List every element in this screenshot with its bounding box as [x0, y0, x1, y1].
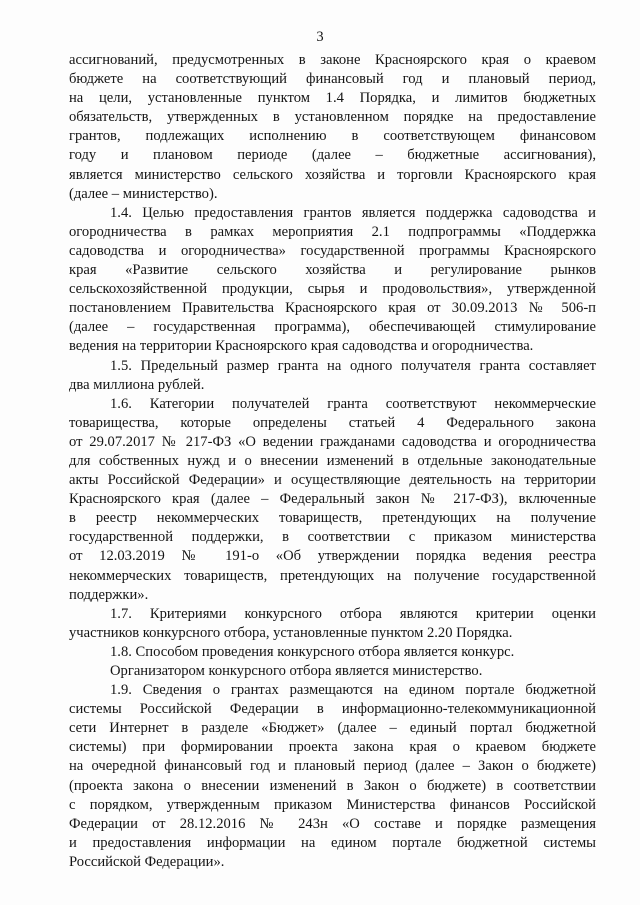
text-line: 1.9. Сведения о грантах размещаются на едином портале бюджетной	[110, 682, 596, 699]
text-line: сельскохозяйственной продукции, сырья и продовольствия», утвержденной	[69, 281, 596, 298]
text-line: обязательств, утвержденных в установленном порядке на предоставление	[69, 109, 596, 126]
text-line: 1.7. Критериями конкурсного отбора являются критерии оценки	[110, 605, 596, 622]
text-line: бюджете на соответствующий финансовый год и плановый период,	[69, 71, 596, 88]
text-line: для собственных нужд и о внесении изменений в отдельные законодательные	[69, 452, 596, 469]
text-line: два миллиона рублей.	[69, 376, 205, 393]
text-line: садоводства и огородничества» государственной программы Красноярского	[69, 242, 596, 259]
text-line: Российской Федерации».	[69, 853, 225, 870]
text-line: акты Российской Федерации» и осуществляющие деятельность на территории	[69, 472, 596, 489]
text-line: 1.5. Предельный размер гранта на одного получателя гранта составляет	[110, 357, 596, 374]
text-line: некоммерческих товариществ, претендующих на получение государственной	[69, 567, 596, 584]
text-line: государственной поддержки, в соответствии с приказом министерства	[69, 529, 596, 546]
text-line: товарищества, которые определены статьей 4 Федерального закона	[69, 414, 596, 431]
text-line: на очередной финансовый год и плановый период (далее – Закон о бюджете)	[69, 758, 596, 775]
text-line: ведения на территории Красноярского края садоводства и огородничества.	[69, 338, 534, 355]
text-line: постановлением Правительства Красноярского края от 30.09.2013 № 506-п	[69, 300, 596, 317]
text-line: участников конкурсного отбора, установленные пунктом 2.20 Порядка.	[69, 624, 513, 641]
text-line: 1.4. Целью предоставления грантов является поддержка садоводства и	[110, 204, 596, 221]
text-line: Красноярского края (далее – Федеральный закон № 217-ФЗ), включенные	[69, 491, 596, 508]
text-line: 1.8. Способом проведения конкурсного отбора является конкурс.	[110, 643, 515, 660]
text-line: сети Интернет в разделе «Бюджет» (далее – единый портал бюджетной	[69, 720, 596, 737]
text-line: (далее – министерство).	[69, 185, 218, 202]
text-line: края «Развитие сельского хозяйства и регулирование рынков	[69, 262, 596, 279]
text-line: году и плановом периоде (далее – бюджетные ассигнования),	[69, 147, 596, 164]
text-line: от 29.07.2017 № 217-ФЗ «О ведении гражданами садоводства и огородничества	[69, 433, 596, 450]
text-line: системы Российской Федерации в информационно-телекоммуникационной	[69, 701, 596, 718]
text-line: в реестр некоммерческих товариществ, претендующих на получение	[69, 510, 596, 527]
text-line: с порядком, утвержденным приказом Министерства финансов Российской	[69, 796, 596, 813]
text-line: и предоставления информации на едином портале бюджетной системы	[69, 834, 596, 851]
text-line: грантов, подлежащих исполнению в соответствующем финансовом	[69, 128, 596, 145]
text-line: (далее – государственная программа), обеспечивающей стимулирование	[69, 319, 596, 336]
text-line: ассигнований, предусмотренных в законе Красноярского края о краевом	[69, 52, 596, 68]
text-line: на цели, установленные пунктом 1.4 Порядка, и лимитов бюджетных	[69, 90, 596, 107]
text-line: от 12.03.2019 № 191-о «Об утверждении порядка ведения реестра	[69, 548, 596, 565]
text-line: системы) при формировании проекта закона края о краевом бюджете	[69, 739, 596, 756]
page-number: 3	[316, 29, 324, 45]
text-line: огородничества в рамках мероприятия 2.1 подпрограммы «Поддержка	[69, 223, 596, 240]
text-line: является министерство сельского хозяйства и торговли Красноярского края	[69, 166, 596, 183]
document-body	[69, 51, 596, 872]
text-line: Организатором конкурсного отбора является министерство.	[110, 663, 483, 679]
text-line: 1.6. Категории получателей гранта соответствуют некоммерческие	[110, 395, 596, 412]
text-line: (проекта закона о внесении изменений в Закон о бюджете) в соответствии	[69, 777, 596, 794]
text-line: Федерации от 28.12.2016 № 243н «О составе и порядке размещения	[69, 815, 596, 832]
text-line: поддержки».	[69, 586, 149, 603]
